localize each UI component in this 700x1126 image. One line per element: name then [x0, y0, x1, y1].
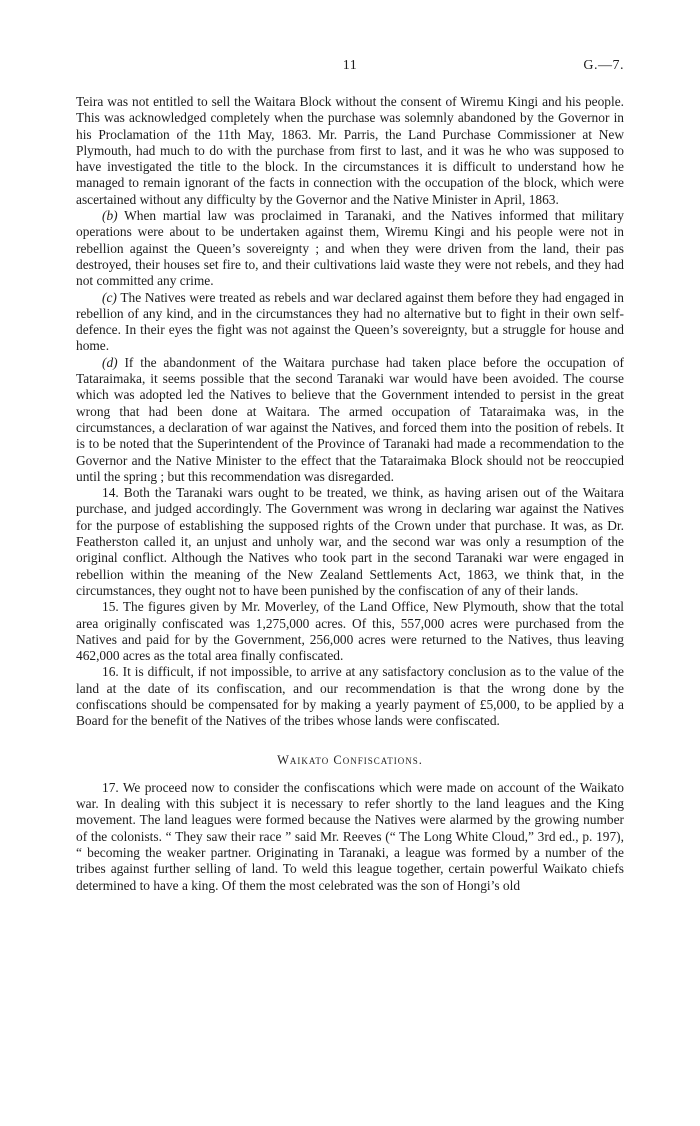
- paragraph-text: When martial law was proclaimed in Taranaki, and the Natives informed that military operations were about to be undertaken against them, Wiremu Kingi and his people were not in rebellion against the Queen’s sovereignty ; and when they were driven from the land, their pas destroyed, their houses set fire to, and their cultivations laid waste they were not rebels, and they had not committed any crime.: [76, 208, 624, 289]
- paragraph-text: 14. Both the Taranaki wars ought to be treated, we think, as having arisen out of the Waitara purchase, and judged accordingly. The Government was wrong in declaring war against the Natives for the purpose of establishing the supposed rights of the Crown under that purchase. It was, as Dr. Featherston called it, an unjust and unholy war, and the second war was only a resumption of the original conflict. Although the Natives who took part in the second Taranaki war were engaged in rebellion within the meaning of the New Zealand Settlements Act, 1863, we think that, in the circumstances, they ought not to have been punished by the confiscation of any of their lands.: [76, 485, 624, 598]
- clause-label: (c): [102, 289, 117, 305]
- paper-reference: G.—7.: [583, 58, 624, 73]
- paragraph-text: If the abandonment of the Waitara purchase had taken place before the occupation of Tataraimaka, it seems possible that the second Taranaki war would have been avoided. The course which was adopted led the Natives to believe that the Government intended to persist in the great wrong that had been done at Waitara. The armed occupation of Tataraimaka was, in the circumstances, a declaration of war against the Natives, and forced them into the position of rebels. It is to be noted that the Superintendent of the Province of Taranaki had made a recommendation to the Governor and the Native Minister to the effect that the Tataraimaka Block should not be reoccupied until the spring ; but this recommendation was disregarded.: [76, 354, 624, 484]
- clause-label: (d): [102, 354, 118, 370]
- document-page: [76, 58, 624, 894]
- paragraph: [76, 290, 624, 355]
- section-heading: Waikato Confiscations.: [277, 752, 423, 767]
- paragraph: [76, 355, 624, 485]
- paragraph-text: Teira was not entitled to sell the Waitara Block without the consent of Wiremu Kingi and his people. This was acknowledged completely when the purchase was solemnly abandoned by the Governor in his Proclamation of the 11th May, 1863. Mr. Parris, the Land Purchase Commissioner at New Plymouth, had much to do with the purchase from first to last, and it was he who was supposed to have investigated the title to the block. In the circumstances it is difficult to understand how he managed to remain ignorant of the facts in connection with the occupation of the block, which were ascertained without any difficulty by the Governor and the Native Minister in April, 1863.: [76, 94, 624, 207]
- paragraph-text: 16. It is difficult, if not impossible, to arrive at any satisfactory conclusion as to the value of the land at the date of its confiscation, and our recommendation is that the wrong done by the confiscations should be compensated for by making a yearly payment of £5,000, to be applied by a Board for the benefit of the Natives of the tribes whose lands were confiscated.: [76, 664, 624, 729]
- page-number: 11: [342, 58, 358, 73]
- body-text: [76, 94, 624, 894]
- paragraph: [76, 599, 624, 664]
- clause-label: (b): [102, 208, 118, 224]
- paragraph: [76, 208, 624, 289]
- page-header: [76, 58, 624, 80]
- paragraph-text: 17. We proceed now to consider the confiscations which were made on account of the Waikato war. In dealing with this subject it is necessary to refer shortly to the land leagues and the King movement. The land leagues were formed because the Natives were alarmed by the growing number of the colonists. “ They saw their race ” said Mr. Reeves (“ The Long White Cloud,” 3rd ed., p. 197), “ becoming the weaker partner. Originating in Taranaki, a league was formed by a number of the tribes against further selling of land. To weld this league together, certain powerful Waikato chiefs determined to have a king. Of them the most celebrated was the son of Hongi’s old: [76, 779, 624, 893]
- paragraph: [76, 485, 624, 599]
- paragraph-text: The Natives were treated as rebels and war declared against them before they had engaged in rebellion of any kind, and in the circumstances they had no alternative but to fight in their own self-defence. In their eyes the fight was not against the Queen’s sovereignty, but a struggle for house and home.: [76, 289, 624, 354]
- paragraph: [76, 664, 624, 729]
- paragraph: [76, 780, 624, 894]
- paragraph: [76, 94, 624, 208]
- paragraph-text: 15. The figures given by Mr. Moverley, of the Land Office, New Plymouth, show that the total area originally confiscated was 1,275,000 acres. Of this, 557,000 acres were purchased from the Natives and paid for by the Government, 256,000 acres were returned to the Natives, thus leaving 462,000 acres as the total area finally confiscated.: [76, 599, 624, 664]
